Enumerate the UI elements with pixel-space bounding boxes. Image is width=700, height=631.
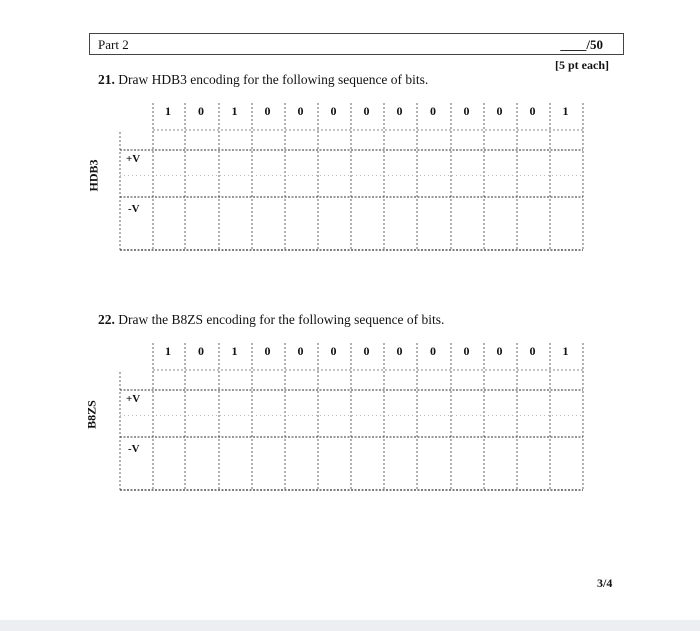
- bit-label: 0: [264, 104, 271, 118]
- points-note: [5 pt each]: [555, 58, 609, 72]
- bit-label: 0: [529, 104, 536, 118]
- question-text: Draw the B8ZS encoding for the following sequence of bits.: [118, 312, 445, 327]
- bit-label: 1: [562, 104, 569, 118]
- part-title: Part 2: [98, 37, 129, 52]
- bit-label: 0: [363, 104, 370, 118]
- bit-label: 0: [396, 344, 403, 358]
- bit-label: 0: [198, 104, 204, 118]
- level-high-label: +V: [126, 153, 141, 165]
- question-text: Draw HDB3 encoding for the following sequence of bits.: [118, 72, 429, 87]
- bit-label: 1: [165, 104, 171, 118]
- bit-label: 0: [430, 344, 436, 358]
- bit-label: 0: [264, 344, 271, 358]
- bit-label: 0: [463, 344, 470, 358]
- bit-label: 1: [231, 344, 238, 358]
- bit-label: 0: [198, 344, 204, 358]
- side-label-hdb3: HDB3: [86, 159, 101, 192]
- bit-label: 0: [496, 344, 503, 358]
- bit-label: 1: [562, 344, 569, 358]
- level-high-label: +V: [126, 393, 141, 405]
- bit-label: 0: [496, 104, 503, 118]
- bit-label: 0: [297, 344, 304, 358]
- bit-label: 1: [165, 344, 171, 358]
- bit-label: 0: [363, 344, 370, 358]
- bit-label: 0: [330, 344, 337, 358]
- level-low-label: -V: [128, 203, 140, 215]
- question-number: 21.: [98, 72, 115, 87]
- bit-label: 0: [529, 344, 536, 358]
- bit-label: 1: [231, 104, 238, 118]
- side-label-b8zs: B8ZS: [84, 400, 99, 429]
- bit-label: 0: [463, 104, 470, 118]
- bit-label: 0: [297, 104, 304, 118]
- bit-label: 0: [330, 104, 337, 118]
- bit-label: 0: [430, 104, 436, 118]
- score-field: ____/50: [560, 37, 603, 52]
- page-number: 3/4: [597, 576, 613, 590]
- bit-label: 0: [396, 104, 403, 118]
- question-number: 22.: [98, 312, 115, 327]
- level-low-label: -V: [128, 443, 140, 455]
